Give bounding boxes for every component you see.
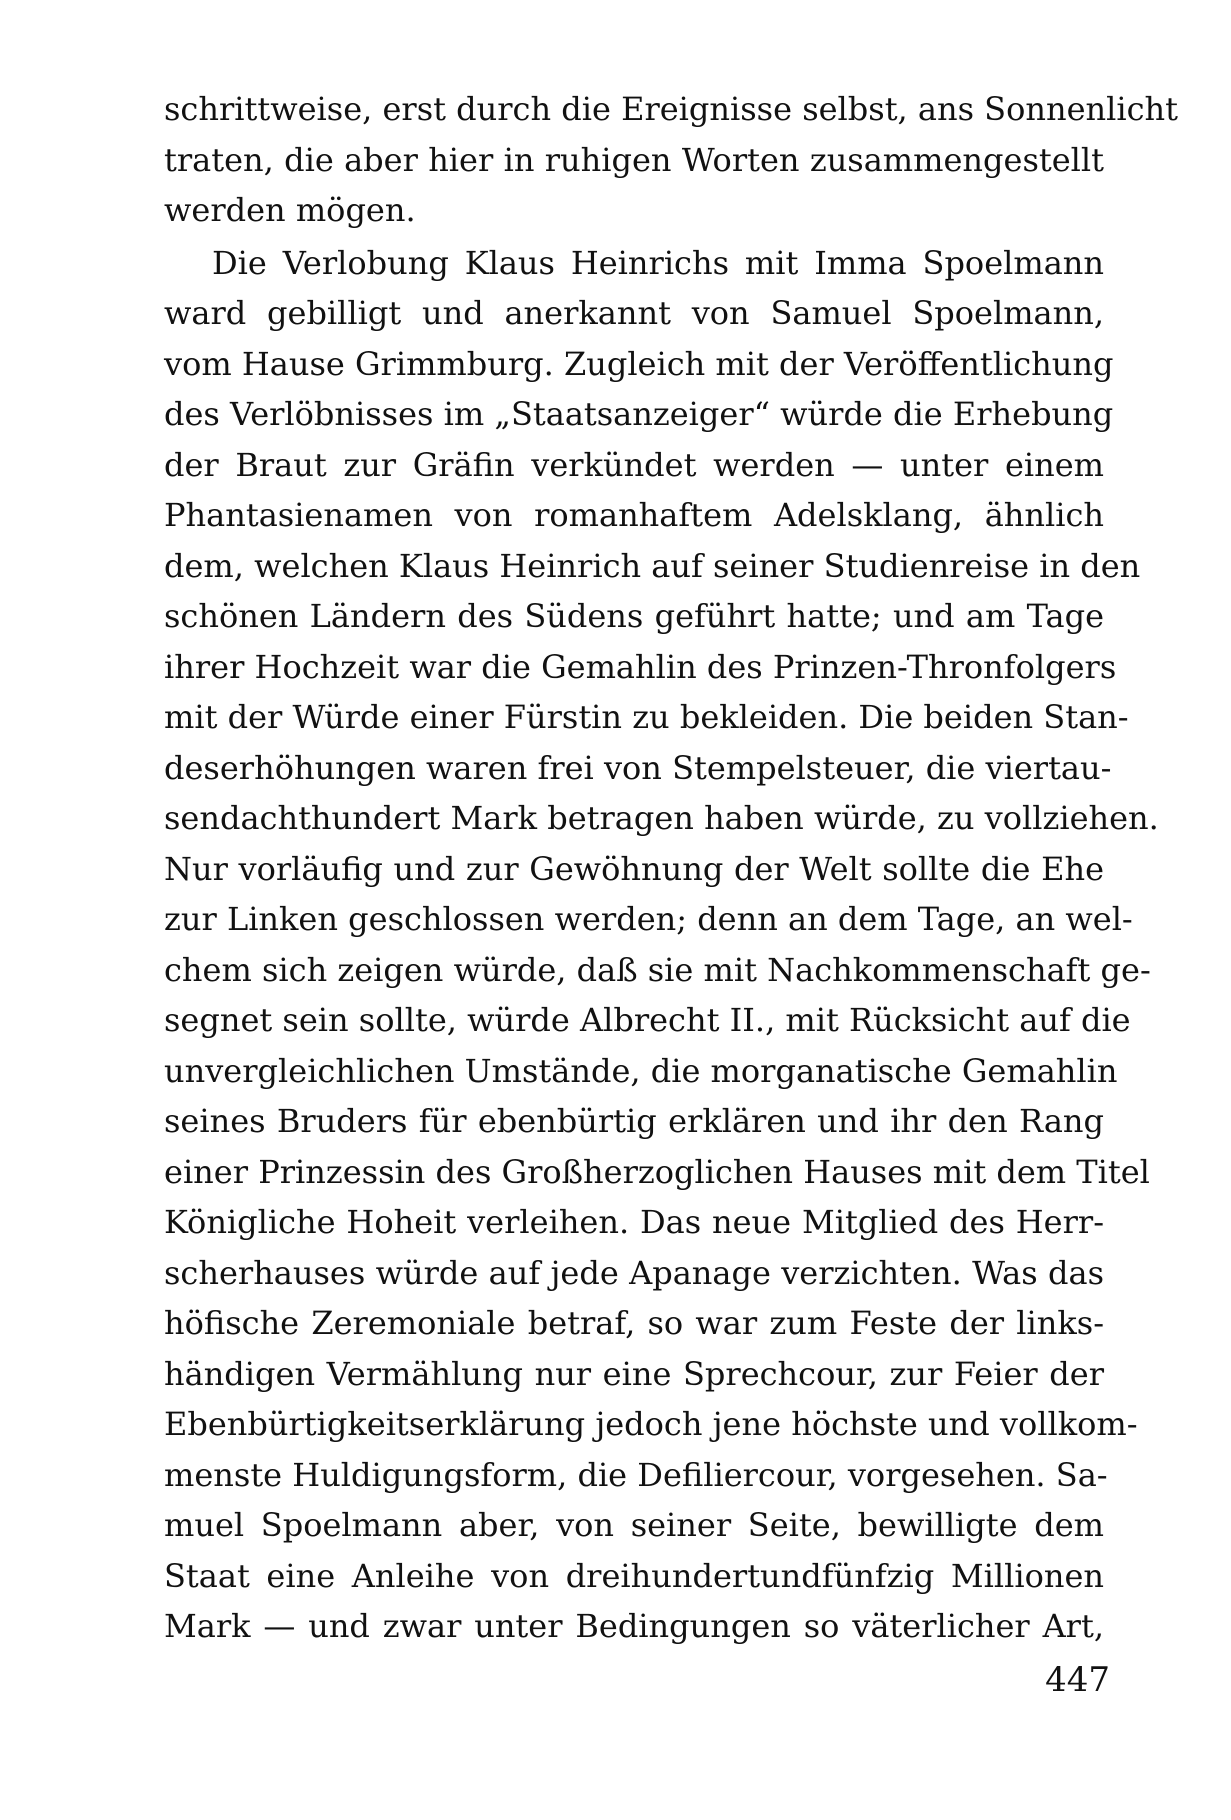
text-line: ihrer Hochzeit war die Gemahlin des Prinzen-Thronfolgers: [164, 647, 1117, 686]
body-text: [164, 84, 1178, 1652]
text-line: höfische Zeremoniale betraf, so war zum Feste der links-: [164, 1304, 1104, 1342]
text-line: traten, die aber hier in ruhigen Worten zusammengestellt: [164, 140, 1104, 179]
text-line: einer Prinzessin des Großherzoglichen Hauses mit dem Titel: [164, 1152, 1150, 1191]
text-line: Staat eine Anleihe von dreihundertundfünfzig Millionen: [164, 1556, 1104, 1595]
text-line: Königliche Hoheit verleihen. Das neue Mitglied des Herr-: [164, 1203, 1104, 1241]
text-line: segnet sein sollte, würde Albrecht II., mit Rücksicht auf die: [164, 1001, 1131, 1039]
page-number: 447: [1045, 1660, 1110, 1700]
text-line: schönen Ländern des Südens geführt hatte; und am Tage: [164, 597, 1104, 635]
text-line: des Verlöbnisses im „Staatsanzeiger“ würde die Erhebung: [164, 395, 1114, 433]
text-line: zur Linken geschlossen werden; denn an dem Tage, an wel-: [164, 900, 1133, 938]
text-line: Die Verlobung Klaus Heinrichs mit Imma Spoelmann: [212, 243, 1104, 282]
text-line: vom Hause Grimmburg. Zugleich mit der Veröffentlichung: [164, 344, 1114, 383]
text-line: werden mögen.: [164, 191, 416, 229]
text-line: schrittweise, erst durch die Ereignisse selbst, ans Sonnenlicht: [164, 90, 1178, 128]
text-line: unvergleichlichen Umstände, die morganatische Gemahlin: [164, 1051, 1118, 1090]
text-line: chem sich zeigen würde, daß sie mit Nachkommenschaft ge-: [164, 950, 1151, 989]
text-line: mit der Würde einer Fürstin zu bekleiden. Die beiden Stan-: [164, 698, 1129, 736]
text-line: Ebenbürtigkeitserklärung jedoch jene höchste und vollkom-: [164, 1405, 1138, 1443]
text-line: seines Bruders für ebenbürtig erklären und ihr den Rang: [164, 1102, 1104, 1140]
text-line: scherhauses würde auf jede Apanage verzichten. Was das: [164, 1253, 1104, 1292]
text-line: händigen Vermählung nur eine Sprechcour, zur Feier der: [164, 1354, 1104, 1393]
text-line: ward gebilligt und anerkannt von Samuel Spoelmann,: [164, 294, 1104, 332]
text-line: Mark — und zwar unter Bedingungen so väterlicher Art,: [164, 1607, 1104, 1645]
text-line: menste Huldigungsform, die Defiliercour, vorgesehen. Sa-: [164, 1455, 1108, 1494]
text-line: deserhöhungen waren frei von Stempelsteuer, die viertau-: [164, 748, 1112, 787]
text-line: muel Spoelmann aber, von seiner Seite, bewilligte dem: [164, 1506, 1104, 1544]
text-line: Nur vorläufig und zur Gewöhnung der Welt sollte die Ehe: [164, 849, 1104, 888]
text-line: dem, welchen Klaus Heinrich auf seiner Studienreise in den: [164, 546, 1141, 585]
text-line: der Braut zur Gräfin verkündet werden — unter einem: [164, 445, 1104, 484]
text-line: Phantasienamen von romanhaftem Adelsklang, ähnlich: [164, 496, 1104, 534]
text-line: sendachthundert Mark betragen haben würde, zu vollziehen.: [164, 799, 1159, 837]
